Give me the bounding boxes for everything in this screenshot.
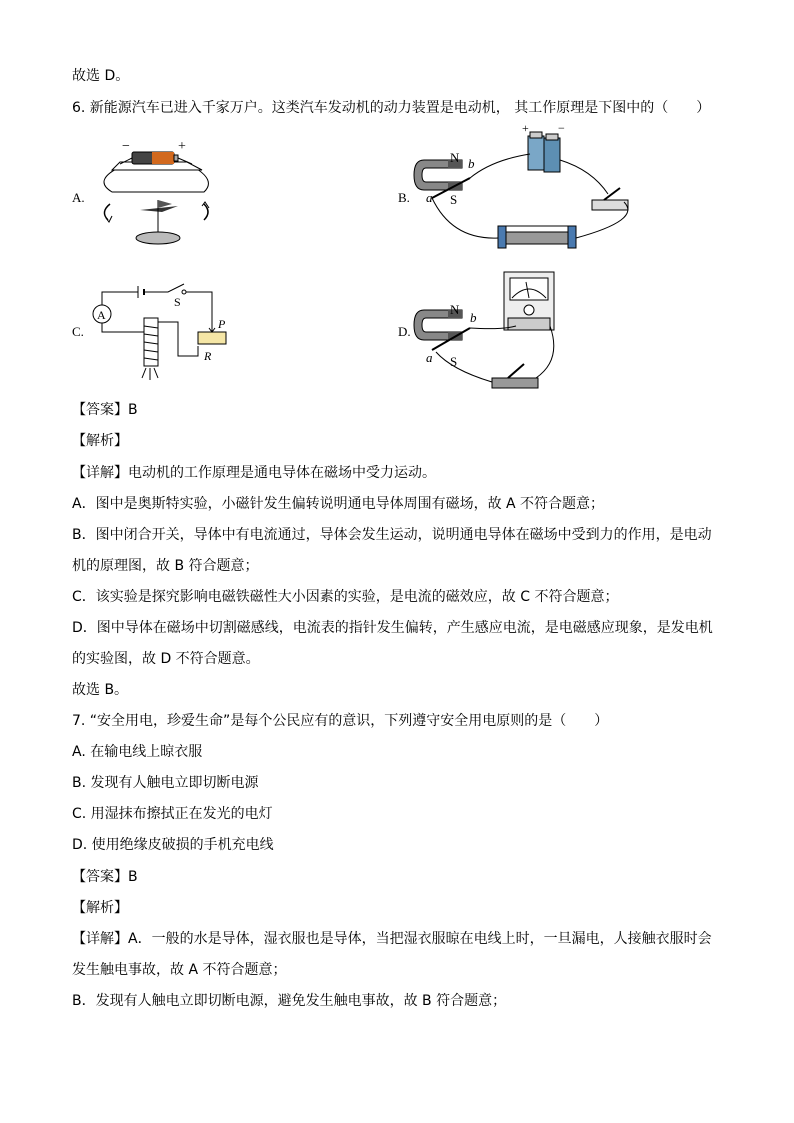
detail-6-b-cont: 机的原理图，故 B 符合题意；: [72, 558, 259, 574]
analysis-6-heading: 【解析】: [72, 433, 128, 449]
option-7-b: B. 发现有人触电立即切断电源: [72, 775, 259, 791]
detail-6-b: B．图中闭合开关，导体中有电流通过，导体会发生运动，说明通电导体在磁场中受到力的作用，是电动: [72, 527, 712, 543]
point-b: b: [468, 156, 475, 171]
figure-b-motor-principle: [412, 120, 642, 270]
detail-6-c: C．该实验是探究影响电磁铁磁性大小因素的实验，是电流的磁效应，故 C 不符合题意；: [72, 589, 619, 605]
option-a-label: A.: [72, 190, 85, 205]
option-c-label: C.: [72, 324, 84, 339]
detail-6-d: D．图中导体在磁场中切割磁感线，电流表的指针发生偏转，产生感应电流，是电磁感应现象，是发电机: [72, 620, 713, 636]
point-a: a: [426, 190, 433, 205]
option-b-label: B.: [398, 190, 410, 205]
figure-a-oersted: [92, 140, 222, 252]
s-pole: S: [450, 354, 458, 369]
switch-label: S: [174, 295, 181, 309]
battery-minus: −: [558, 121, 565, 135]
answer-6: 【答案】B: [72, 402, 138, 418]
detail-6-a: A．图中是奥斯特实验，小磁针发生偏转说明通电导体周围有磁场，故 A 不符合题意；: [72, 496, 605, 512]
resistor-r: R: [204, 349, 212, 363]
answer-7: 【答案】B: [72, 869, 138, 885]
option-7-d: D. 使用绝缘皮破损的手机充电线: [72, 837, 274, 853]
n-pole: N: [450, 302, 460, 317]
s-pole: S: [450, 192, 458, 207]
figure-d-generator-principle: [412, 270, 562, 394]
option-7-c: C. 用湿抹布擦拭正在发光的电灯: [72, 806, 273, 822]
question-7: 7. “安全用电，珍爱生命”是每个公民应有的意识，下列遵守安全用电原则的是（ ）: [72, 713, 609, 729]
detail-7-b: B．发现有人触电立即切断电源，避免发生触电事故，故 B 符合题意；: [72, 993, 507, 1009]
conclusion-6: 故选 B。: [72, 682, 129, 698]
question-6: 6. 新能源汽车已进入千家万户。这类汽车发动机的动力装置是电动机， 其工作原理是下图中的（ ）: [72, 100, 711, 116]
battery-plus: +: [522, 121, 529, 135]
option-7-a: A. 在输电线上晾衣服: [72, 744, 203, 760]
detail-7-a-cont: 发生触电事故，故 A 不符合题意；: [72, 962, 287, 978]
minus-sign: −: [122, 140, 130, 154]
n-pole: N: [450, 150, 460, 165]
option-d-label: D.: [398, 324, 411, 339]
text-line: 故选 D。: [72, 68, 130, 84]
slider-p: P: [218, 317, 226, 331]
point-a: a: [426, 350, 433, 365]
point-b: b: [470, 310, 477, 325]
detail-6-d-cont: 的实验图，故 D 不符合题意。: [72, 651, 260, 667]
figure-c-electromagnet: [88, 282, 238, 382]
analysis-7-heading: 【解析】: [72, 900, 128, 916]
ammeter-symbol: A: [97, 308, 106, 322]
detail-7-a: 【详解】A．一般的水是导体，湿衣服也是导体，当把湿衣服晾在电线上时，一旦漏电，人接触衣服时会: [72, 931, 712, 947]
detail-6: 【详解】电动机的工作原理是通电导体在磁场中受力运动。: [72, 465, 436, 481]
plus-sign: +: [178, 140, 186, 154]
